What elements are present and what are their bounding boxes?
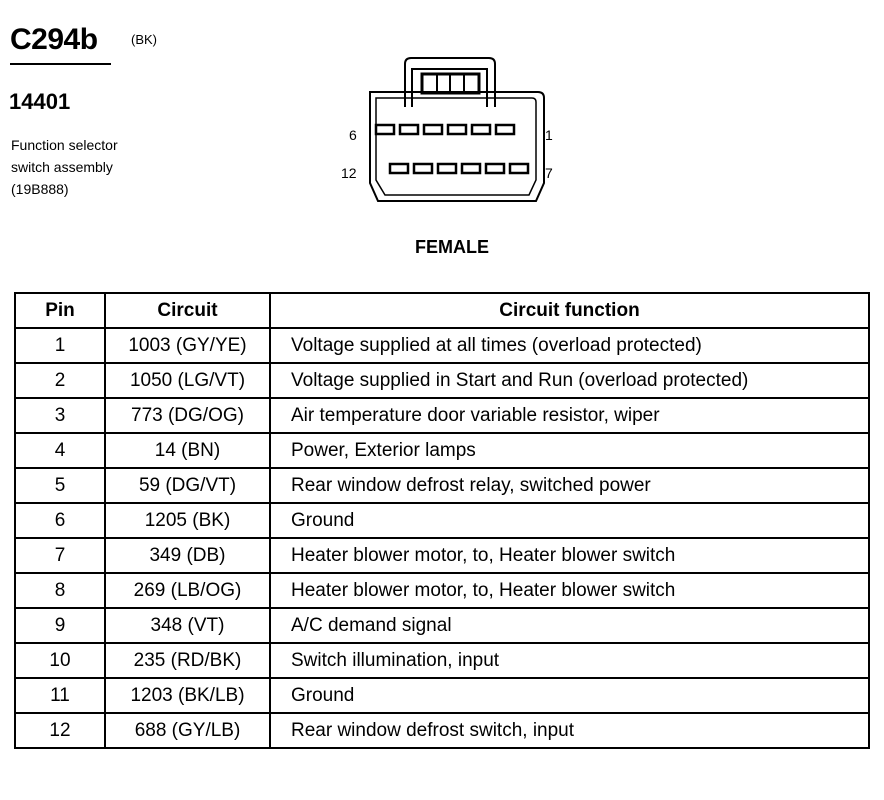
function-cell: Rear window defrost switch, input bbox=[270, 713, 869, 748]
function-cell: A/C demand signal bbox=[270, 608, 869, 643]
function-cell: Rear window defrost relay, switched power bbox=[270, 468, 869, 503]
pin-cell: 6 bbox=[15, 503, 105, 538]
column-header-pin: Pin bbox=[15, 293, 105, 328]
function-cell: Power, Exterior lamps bbox=[270, 433, 869, 468]
circuit-cell: 348 (VT) bbox=[105, 608, 270, 643]
pin-label-bottom-left: 12 bbox=[341, 165, 357, 181]
table-row bbox=[15, 678, 869, 713]
circuit-cell: 269 (LB/OG) bbox=[105, 573, 270, 608]
table-row bbox=[15, 643, 869, 678]
circuit-cell: 1203 (BK/LB) bbox=[105, 678, 270, 713]
pin-cavity bbox=[462, 164, 480, 173]
connector-face-diagram bbox=[330, 50, 570, 220]
pin-cell: 3 bbox=[15, 398, 105, 433]
pin-row-top bbox=[376, 125, 514, 134]
table-row bbox=[15, 433, 869, 468]
function-cell: Ground bbox=[270, 503, 869, 538]
pinout-table bbox=[14, 292, 870, 749]
pin-cell: 5 bbox=[15, 468, 105, 503]
function-cell: Switch illumination, input bbox=[270, 643, 869, 678]
description-line: switch assembly bbox=[11, 159, 113, 175]
column-header-circuit: Circuit bbox=[105, 293, 270, 328]
function-cell: Heater blower motor, to, Heater blower switch bbox=[270, 538, 869, 573]
pin-label-bottom-right: 7 bbox=[545, 165, 553, 181]
pin-cavity bbox=[496, 125, 514, 134]
circuit-cell: 1205 (BK) bbox=[105, 503, 270, 538]
pin-label-top-left: 6 bbox=[349, 127, 357, 143]
pin-cavity bbox=[400, 125, 418, 134]
description-line: Function selector bbox=[11, 137, 118, 153]
table-row bbox=[15, 468, 869, 503]
connector-id-underline bbox=[10, 63, 111, 65]
pin-cavity bbox=[448, 125, 466, 134]
connector-id: C294b bbox=[10, 23, 98, 56]
pin-cavity bbox=[510, 164, 528, 173]
function-cell: Voltage supplied in Start and Run (overload protected) bbox=[270, 363, 869, 398]
function-cell: Ground bbox=[270, 678, 869, 713]
table-row bbox=[15, 608, 869, 643]
pin-row-bottom bbox=[390, 164, 528, 173]
circuit-cell: 235 (RD/BK) bbox=[105, 643, 270, 678]
pin-cell: 11 bbox=[15, 678, 105, 713]
connector-body bbox=[370, 92, 544, 201]
function-cell: Voltage supplied at all times (overload protected) bbox=[270, 328, 869, 363]
table-row bbox=[15, 363, 869, 398]
circuit-cell: 773 (DG/OG) bbox=[105, 398, 270, 433]
pin-cell: 2 bbox=[15, 363, 105, 398]
part-number: 14401 bbox=[9, 89, 71, 114]
component-description bbox=[11, 134, 118, 200]
connector-body-inner bbox=[376, 98, 536, 195]
column-header-function: Circuit function bbox=[270, 293, 869, 328]
description-line: (19B888) bbox=[11, 181, 69, 197]
pin-cell: 7 bbox=[15, 538, 105, 573]
pin-label-top-right: 1 bbox=[545, 127, 553, 143]
function-cell: Heater blower motor, to, Heater blower switch bbox=[270, 573, 869, 608]
connector-gender-label: FEMALE bbox=[415, 237, 489, 257]
pin-cavity bbox=[424, 125, 442, 134]
circuit-cell: 59 (DG/VT) bbox=[105, 468, 270, 503]
table-row bbox=[15, 398, 869, 433]
table-row bbox=[15, 573, 869, 608]
function-cell: Air temperature door variable resistor, wiper bbox=[270, 398, 869, 433]
pin-cavity bbox=[376, 125, 394, 134]
pin-cell: 9 bbox=[15, 608, 105, 643]
table-row bbox=[15, 328, 869, 363]
pin-cell: 12 bbox=[15, 713, 105, 748]
pin-cavity bbox=[390, 164, 408, 173]
pin-cell: 8 bbox=[15, 573, 105, 608]
pin-cavity bbox=[472, 125, 490, 134]
pin-cell: 4 bbox=[15, 433, 105, 468]
pin-cavity bbox=[414, 164, 432, 173]
circuit-cell: 1003 (GY/YE) bbox=[105, 328, 270, 363]
pin-cavity bbox=[486, 164, 504, 173]
pin-cell: 10 bbox=[15, 643, 105, 678]
table-row bbox=[15, 503, 869, 538]
pin-cavity bbox=[438, 164, 456, 173]
table-header-row bbox=[15, 293, 869, 328]
circuit-cell: 349 (DB) bbox=[105, 538, 270, 573]
circuit-cell: 14 (BN) bbox=[105, 433, 270, 468]
circuit-cell: 1050 (LG/VT) bbox=[105, 363, 270, 398]
connector-color: (BK) bbox=[131, 32, 157, 47]
circuit-cell: 688 (GY/LB) bbox=[105, 713, 270, 748]
table-row bbox=[15, 538, 869, 573]
table-row bbox=[15, 713, 869, 748]
pin-cell: 1 bbox=[15, 328, 105, 363]
